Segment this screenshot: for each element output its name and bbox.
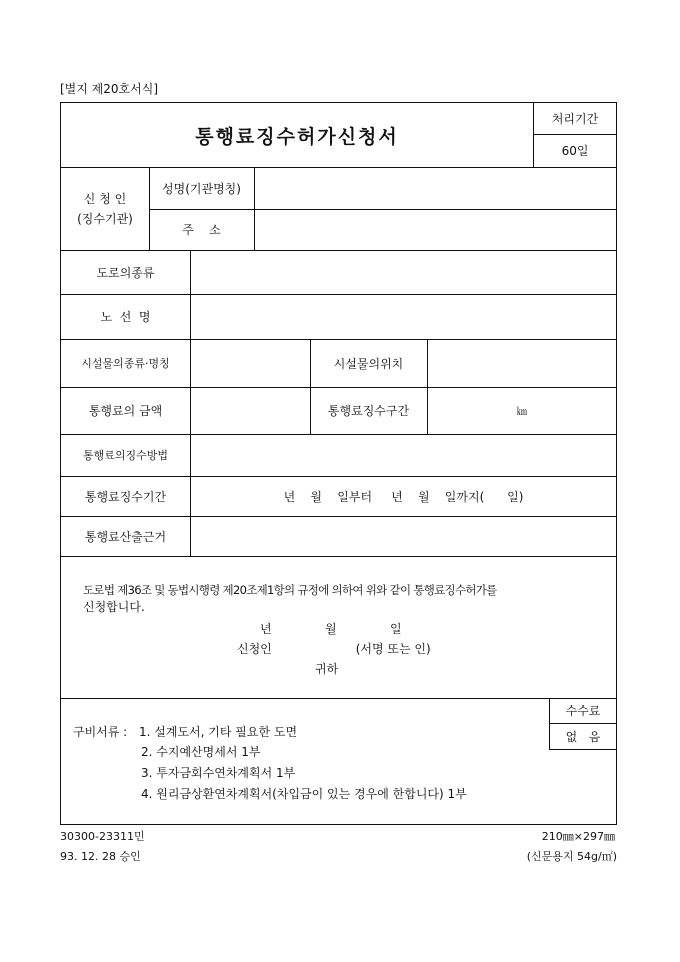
attachment-item: 2. 수지예산명세서 1부 — [141, 745, 261, 759]
declaration-date: 년 월 일 — [260, 622, 402, 636]
facility-type-label: 시설물의종류·명칭 — [81, 357, 170, 370]
form-number: [별지 제20호서식] — [60, 82, 158, 96]
toll-section-field[interactable] — [427, 387, 617, 434]
toll-basis-label: 통행료산출근거 — [84, 529, 167, 544]
facility-location-label: 시설물의위치 — [333, 356, 404, 371]
rule — [61, 698, 617, 699]
processing-period-value: 60일 — [561, 144, 589, 158]
toll-amount-field[interactable] — [190, 387, 310, 434]
paper-size: 210㎜×297㎜ — [541, 830, 615, 843]
road-type-label: 도로의종류 — [96, 265, 155, 280]
rule — [549, 749, 617, 750]
toll-method-field[interactable] — [190, 434, 617, 476]
form-code: 30300-23311민 — [60, 830, 145, 843]
approval-date: 93. 12. 28 승인 — [60, 850, 141, 863]
toll-section-unit: ㎞ — [517, 407, 527, 418]
form-title: 통행료징수허가신청서 — [195, 125, 399, 148]
applicant-address-field[interactable] — [254, 209, 617, 250]
application-form — [60, 102, 617, 825]
attachment-item: 4. 원리금상환연차계획서(차입금이 있는 경우에 한합니다) 1부 — [141, 787, 467, 801]
toll-amount-label: 통행료의 금액 — [88, 404, 163, 418]
rule — [61, 556, 617, 557]
toll-basis-field[interactable] — [190, 516, 617, 556]
applicant-name-label: 성명(기관명칭) — [162, 181, 241, 196]
fee-value: 없 음 — [565, 729, 601, 744]
facility-location-field[interactable] — [427, 339, 617, 387]
paper-type: (신문용지 54g/㎡) — [526, 850, 617, 863]
toll-section-label: 통행료징수구간 — [327, 404, 410, 418]
processing-period-label: 처리기간 — [551, 112, 599, 126]
declaration-line1: 도로법 제36조 및 동법시행령 제20조제1항의 규정에 의하여 위와 같이 통행료징수허가를 — [83, 583, 497, 597]
fee-label: 수수료 — [565, 704, 601, 718]
attachment-item: 3. 투자금회수연차계획서 1부 — [141, 766, 296, 780]
applicant-name-field[interactable] — [254, 167, 617, 209]
toll-period-field[interactable]: 년 월 일부터 년 월 일까지( 일) — [283, 489, 524, 504]
road-type-field[interactable] — [190, 250, 617, 294]
applicant-address-label: 주 소 — [182, 223, 221, 237]
toll-period-label: 통행료징수기간 — [84, 489, 167, 504]
declaration-applicant: 신청인 (서명 또는 인) — [237, 642, 431, 656]
declaration-line2: 신청합니다. — [83, 600, 145, 614]
route-name-field[interactable] — [190, 294, 617, 339]
applicant-label-line1: 신 청 인 — [83, 191, 127, 206]
route-name-label: 노 선 명 — [100, 310, 151, 324]
attachments-label: 구비서류 : — [73, 725, 132, 739]
declaration-addressee: 귀하 — [315, 662, 339, 676]
applicant-label-line2: (징수기관) — [77, 211, 133, 226]
toll-method-label: 통행료의징수방법 — [82, 449, 168, 462]
applicant-label — [61, 167, 149, 250]
facility-type-field[interactable] — [190, 339, 310, 387]
attachment-item: 1. 설계도서, 기타 필요한 도면 — [139, 725, 298, 739]
